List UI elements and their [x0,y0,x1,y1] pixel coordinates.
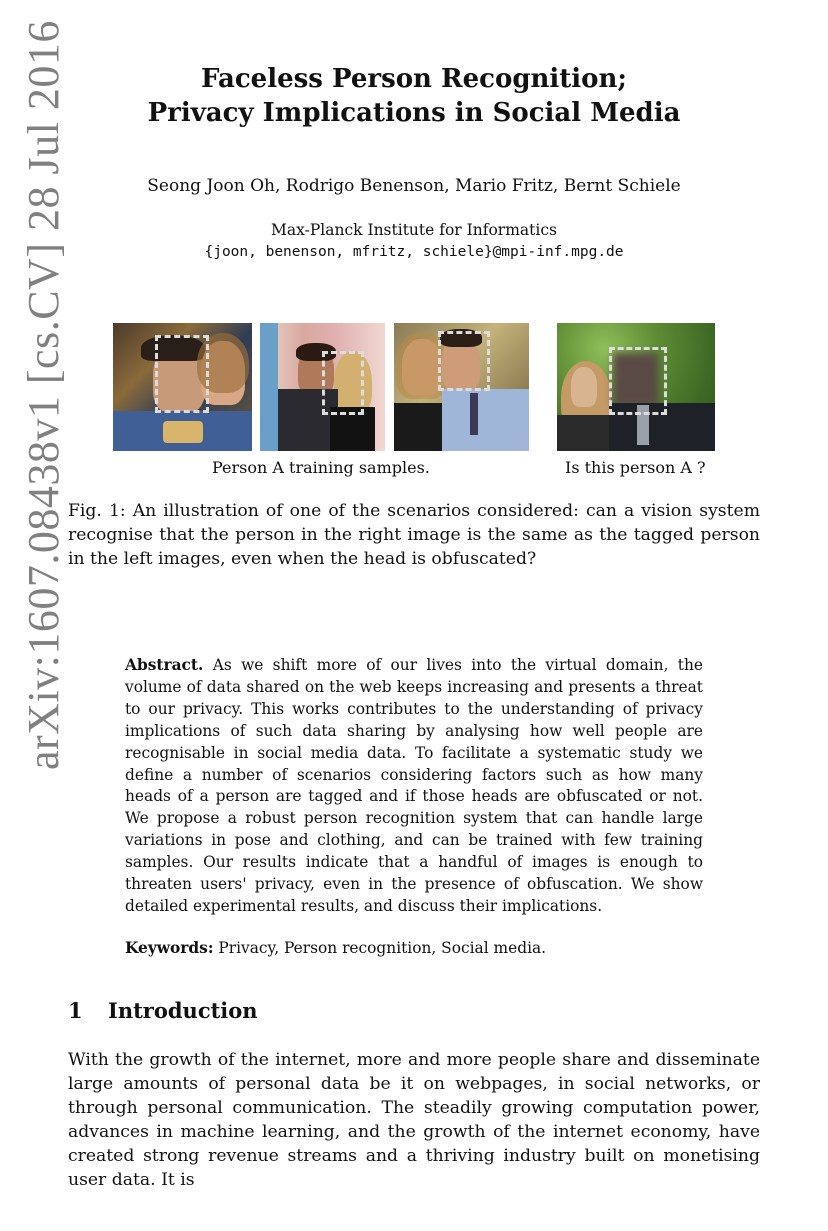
authors: Seong Joon Oh, Rodrigo Benenson, Mario Fritz, Bernt Schiele [147,176,681,196]
emails: {joon, benenson, mfritz, schiele}@mpi-inf.mpg.de [204,244,624,260]
keywords-label: Keywords: [125,939,214,957]
affiliation-block [80,219,748,263]
head-bounding-box [322,351,364,415]
section-title: Introduction [108,998,258,1023]
query-photo [557,323,715,451]
section-number: 1 [68,998,83,1023]
title-line-1: Faceless Person Recognition; [200,64,628,94]
head-bounding-box [155,335,209,413]
head-bounding-box [609,347,667,415]
figure-caption: Fig. 1: An illustration of one of the scenarios considered: can a vision system recognise that the person in the right image is the same as the tagged person in the left images, even when the head is obfuscated? [68,501,760,569]
section-heading [68,998,258,1023]
right-figure-caption: Is this person A ? [565,458,706,477]
title-line-2: Privacy Implications in Social Media [147,98,681,128]
training-photo-2 [260,323,385,451]
abstract-text: As we shift more of our lives into the virtual domain, the volume of data shared on the web keeps increasing and presents a threat to our privacy. This works contributes to the understanding of privacy implications of such data sharing by analysing how well people are recognisable in social media data. To facilitate a systematic study we define a number of scenarios considering factors such as how many heads of a person are tagged and if those heads are obfuscated or not. We propose a robust person recognition system that can handle large variations in pose and clothing, and can be trained with few training samples. Our results indicate that a handful of images is enough to threaten users' privacy, even in the presence of obfuscation. We show detailed experimental results, and discuss their implications. [125,656,703,915]
abstract-label: Abstract. [125,656,204,674]
training-photo-1 [113,323,252,451]
arxiv-stamp: arXiv:1607.08438v1 [cs.CV] 28 Jul 2016 [19,20,68,770]
training-photo-3 [394,323,529,451]
keywords [125,939,703,957]
intro-paragraph: With the growth of the internet, more and more people share and disseminate large amounts of personal data be it on webpages, in social networks, or through personal communication. The steadily growing computation power, advances in machine learning, and the growth of the internet economy, have created strong revenue streams and a thriving industry built on monetising user data. It is [68,1050,760,1190]
affiliation: Max-Planck Institute for Informatics [271,221,557,239]
paper-title [100,62,728,130]
left-figure-caption: Person A training samples. [212,458,430,477]
keywords-text: Privacy, Person recognition, Social media. [218,939,547,957]
head-bounding-box [438,331,490,391]
abstract [125,655,703,918]
